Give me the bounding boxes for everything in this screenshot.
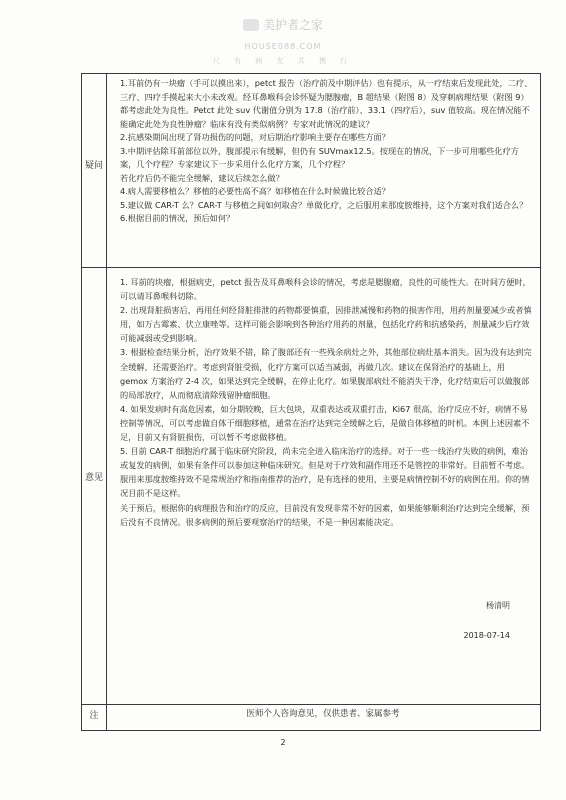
opinion-2: 2. 出现肾脏损害后，再用任何经肾脏排泄的药物都要慎重，因排泄减慢和药物的损害作用，用药剂量要减少或者慎用，如万古霉素、伏立康唑等。这样可能会影响到各种治疗用药的剂量，包括化疗药和抗感染药，剂量减少后疗效可能减弱或受到影响。: [120, 305, 532, 344]
opinion-5: 5. 目前 CAR-T 细胞治疗属于临床研究阶段，尚未完全进入临床治疗的选择。对于一些一线治疗失败的病例，难治或复发的病例，如果有条件可以参加这种临床研究。但是对于疗效和副作用还不是管控的非常好。目前暂不考虑。服用来那度胺维持效不是常规治疗和指南推荐的治疗，是有选择的使用，主要是病情控制不好的病例在用。你的情况目前不是这样。: [120, 446, 530, 499]
label-questions: 疑问: [84, 161, 103, 171]
signature-date: 2018-07-14: [463, 631, 510, 640]
question-3: 3.中期评估除耳前部位以外，腹部提示有缓解，但仍有 SUVmax12.5。按现在的情况，下一步可用哪些化疗方案，几个疗程？专家建议下一步采用什么化疗方案，几个疗程？: [120, 145, 519, 169]
column-divider: [106, 74, 107, 730]
label-opinion: 意见: [84, 473, 103, 483]
page-number: 2: [280, 738, 286, 747]
consultation-table: [81, 73, 541, 731]
watermark-site: HOUSE088.COM: [244, 42, 322, 51]
signature-block: [464, 600, 511, 642]
row-divider-note: [82, 704, 540, 705]
note-text: 医师个人咨询意见，仅供患者、家属参考: [246, 709, 400, 719]
question-1: 1.耳前仍有一块瘤（手可以摸出来），petct 报告（治疗前及中期评估）也有提示，从一疗结束后发现此处，二疗、三疗、四疗手摸起来大小未改观。经耳鼻喉科会诊怀疑为腮腺瘤，B 超结果（附图 8）及穿刺病理结果（附图 9）都考虑此处为良性。Petct 此处 suv 代谢值分别为 17.8（治疗前）、33.1（四疗后），suv 值较高。现在情况能不能确定此处为良性肿瘤？临床有没有类似病例？专家对此情况的建议？: [120, 78, 533, 129]
watermark-logo-text: 美护者之家: [262, 18, 323, 32]
question-2: 2.抗感染期间出现了肾功损伤的问题，对后期治疗影响主要存在哪些方面？: [120, 132, 390, 142]
watermark-logo: [0, 16, 566, 33]
questions-cell: [120, 77, 535, 226]
question-3-followup: 若化疗后仍不能完全缓解，建议后续怎么做？: [120, 172, 284, 183]
question-5: 5.建议做 CAR-T 么？CAR-T 与移植之间如何取舍？单做化疗，之后服用来那度胺维持，这个方案对我们适合么？: [120, 199, 528, 210]
opinion-1: 1. 耳前的块瘤，根据病史，petct 报告及耳鼻喉科会诊的情况，考虑是腮腺瘤，良性的可能性大。在时间方便时，可以请耳鼻喉科切除。: [120, 277, 531, 302]
question-6: 6.根据目前的情况，预后如何？: [120, 213, 235, 223]
opinion-4: 4. 如果发病时有高危因素，如分期较晚，巨大包块，双重表达或双重打击，Ki67 很高，治疗反应不好，病情不易控制等情况，可以考虑做自体干细胞移植，通常在治疗达到完全缓解之后，是做自体移植的时机。本例上述因素不足，目前又有肾脏损伤，可以暂不考虑做移植。: [120, 403, 530, 443]
label-note: 注: [89, 711, 99, 721]
opinion-3: 3. 根据检查结果分析，治疗效果不错，除了腹部还有一些残余病灶之外，其他部位病灶基本消失。因为没有达到完全缓解，还需要治疗。考虑到肾脏受损，化疗方案可以适当减弱，再做几次。建议在保肾治疗的基础上，用 gemox 方案治疗 2-4 次，如果达到完全缓解，在停止化疗。如果腹部病灶不能消失干净，化疗结束后可以做腹部的局部放疗，从而彻底清除残留肿瘤细胞。: [120, 347, 532, 400]
logo-heart-icon: [243, 19, 259, 31]
signature-name: 杨清明: [486, 601, 510, 610]
opinion-prognosis: 关于预后，根据你的病理报告和治疗的反应，目前没有发现非常不好的因素，如果能够顺利治疗达到完全缓解，预后没有不良情况。很多病例的预后要观察治疗的结果，不是一种因素能决定。: [120, 502, 530, 527]
watermark-slogan: 尺 有 病 友 共 携 行: [212, 57, 354, 65]
opinion-cell: [120, 275, 535, 529]
question-4: 4.病人需要移植么？移植的必要性高不高？如移植在什么时候做比较合适？: [120, 186, 390, 196]
row-divider-questions: [82, 267, 540, 268]
